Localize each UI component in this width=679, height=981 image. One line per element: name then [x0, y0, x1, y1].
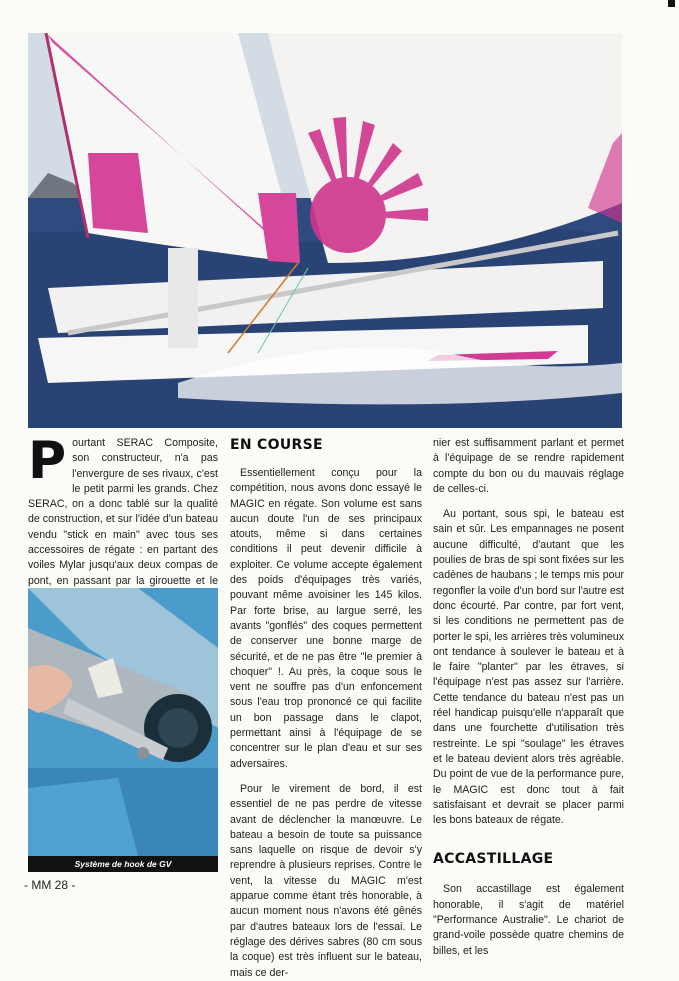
section-heading-accastillage: ACCASTILLAGE: [433, 851, 554, 868]
paragraph: Pour le virement de bord, il est essentiel de ne pas perdre de vitesse avant de déclencher la manœuvre. Le bateau a besoin de toute sa puissance sans laquelle on risque de devoir s'y reprendre à plusieurs reprises. Contre le vent, la vitesse du MAGIC m'est apparue comme étant très honorable, à aucun moment nous n'avons été gênés par d'autres bateaux lors de l'essai. Le réglage des dérives sabres (80 cm sous la coque) est très influent sur le bateau, mais ce der-: [230, 782, 422, 979]
page-corner-mark: [668, 0, 675, 7]
column-2: [230, 436, 422, 981]
paragraph: Essentiellement conçu pour la compétition, nous avons donc essayé le MAGIC en régate. Son volume est sans aucun doute l'un de ses principaux atouts, même si dans certaines conditions il peut devenir difficile à exploiter. Ce volume accepte également des poids d'équipages très variés, pouvant même avoisiner les 145 kilos. Par forte brise, au largue serré, les avants "gonflés" des coques permettent de conserver une bonne marge de sécurité, et de ne pas être "le premier à choquer" !. Au près, la coque sous le vent ne souffre pas d'un enfoncement sous l'eau trop prononcé ce qui facilite un bon passage dans le clapot, permettant ainsi à l'équipage de se concentrer sur le plan d'eau et sur ses adversaires.: [230, 467, 422, 770]
page-number: - MM 28 -: [24, 878, 76, 892]
hook-mechanism-icon: [28, 588, 218, 856]
intro-text: ourtant SERAC Composite, son constructeur, n'a pas l'envergure de ses rivaux, c'est le petit parmi les grands. Chez SERAC, on a donc tablé sur la qualité de construction, et sur l'idée d'un bateau vendu "stick en main" avec tous ses accessoires de régate : en partant des voiles Mylar jusqu'aux deux compas de pont, en passant par la girouette et le: [28, 437, 218, 587]
paragraph: nier est suffisamment parlant et permet à l'équipage de se rendre rapidement compte du bon ou du mauvais réglage de celles-ci.: [433, 437, 624, 495]
section-heading-en-course: EN COURSE: [230, 437, 323, 453]
paragraph: Son accastillage est également honorable, il s'agit de matériel "Performance Australie". Le chariot de grand-voile possède quatre chemins de billes, et les: [433, 883, 624, 957]
photo-caption: Système de hook de GV: [28, 856, 218, 872]
sailing-catamaran-icon: [28, 33, 622, 428]
hook-system-photo: [28, 588, 218, 856]
paragraph: Au portant, sous spi, le bateau est sain et sûr. Les empannages ne posent aucune difficulté, d'autant que les poulies de bras de spi sont fixées sur les cadènes de haubans ; le temps mis pour regonfler la voile d'un bord sur l'autre est donc écourté. Par contre, par fort vent, si les conditions ne permettent pas de porter le spi, les arrières très volumineux ont tendance à soulever le bateau et à le faire "planter" par les étraves, si l'équipage n'est pas assez sur l'arrière. Cette tendance du bateau n'est pas un réel handicap puisqu'elle n'apparaît que dans une fourchette d'utilisation très restreinte. Le spi "soulage" les étraves et le bateau devient alors très agréable. Du point de vue de la performance pure, le MAGIC est donc tout à fait satisfaisant et devrait se placer parmi les bons bateaux de régate.: [433, 508, 624, 827]
column-3: [433, 436, 624, 959]
drop-cap: P: [28, 431, 67, 491]
catamaran-photo: [28, 33, 622, 428]
